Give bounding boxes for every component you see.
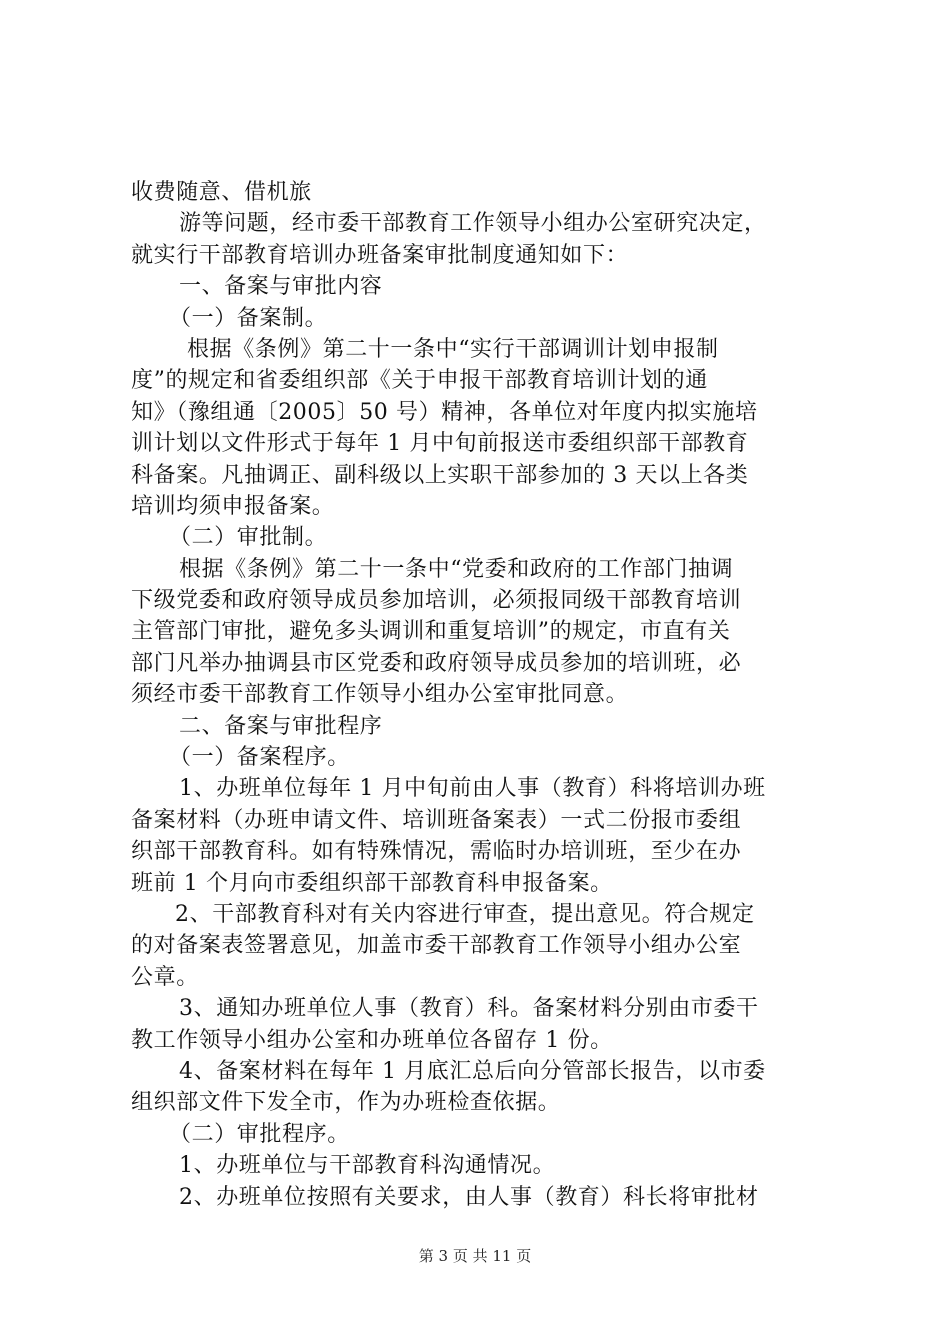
page-footer: 第 3 页 共 11 页: [418, 1247, 532, 1265]
text-line: 二、备案与审批程序: [179, 713, 383, 739]
text-line: 4、备案材料在每年 1 月底汇总后向分管部长报告，以市委: [179, 1058, 766, 1084]
text-line: 的对备案表签署意见，加盖市委干部教育工作领导小组办公室: [131, 933, 742, 959]
text-line: 1、办班单位与干部教育科沟通情况。: [179, 1153, 556, 1179]
document-body: [131, 177, 831, 1213]
text-line: 备案材料（办班申请文件、培训班备案表）一式二份报市委组: [131, 807, 742, 833]
text-line: 2、办班单位按照有关要求，由人事（教育）科长将审批材: [179, 1184, 759, 1210]
text-line: 训计划以文件形式于每年 1 月中旬前报送市委组织部干部教育: [131, 431, 749, 457]
text-line: 2、干部教育科对有关内容进行审查，提出意见。符合规定: [175, 901, 755, 927]
text-line: 织部干部教育科。如有特殊情况，需临时办培训班，至少在办: [131, 839, 742, 865]
text-line: 公章。: [131, 964, 199, 990]
text-line: 培训均须申报备案。: [131, 493, 335, 519]
text-line: （一）备案程序。: [169, 745, 350, 771]
text-line: （二）审批程序。: [169, 1121, 350, 1147]
text-line: 教工作领导小组办公室和办班单位各留存 1 份。: [131, 1027, 613, 1053]
text-line: 知》（豫组通〔2005〕50 号）精神，各单位对年度内拟实施培: [131, 399, 758, 425]
text-line: 根据《条例》第二十一条中“实行干部调训计划申报制: [187, 336, 719, 362]
text-line: （二）审批制。: [169, 525, 328, 551]
text-line: 一、备案与审批内容: [179, 274, 383, 300]
text-line: 就实行干部教育培训办班备案审批制度通知如下：: [131, 242, 629, 268]
text-line: 科备案。凡抽调正、副科级以上实职干部参加的 3 天以上各类: [131, 462, 749, 488]
text-line: 3、通知办班单位人事（教育）科。备案材料分别由市委干: [179, 996, 759, 1022]
text-line: 下级党委和政府领导成员参加培训，必须报同级干部教育培训: [131, 588, 742, 614]
text-line: 主管部门审批，避免多头调训和重复培训”的规定，市直有关: [131, 619, 731, 645]
text-line: 收费随意、借机旅: [131, 180, 312, 205]
text-line: 组织部文件下发全市，作为办班检查依据。: [131, 1090, 561, 1116]
text-line: 根据《条例》第二十一条中“党委和政府的工作部门抽调: [179, 556, 734, 582]
text-line: （一）备案制。: [169, 305, 328, 331]
text-line: 游等问题，经市委干部教育工作领导小组办公室研究决定，: [179, 211, 767, 237]
text-line: 须经市委干部教育工作领导小组办公室审批同意。: [131, 682, 629, 708]
text-line: 部门凡举办抽调县市区党委和政府领导成员参加的培训班，必: [131, 650, 742, 676]
text-line: 度”的规定和省委组织部《关于申报干部教育培训计划的通: [131, 368, 708, 394]
text-line: 班前 1 个月向市委组织部干部教育科申报备案。: [131, 870, 613, 896]
text-line: 1、办班单位每年 1 月中旬前由人事（教育）科将培训办班: [179, 776, 766, 802]
